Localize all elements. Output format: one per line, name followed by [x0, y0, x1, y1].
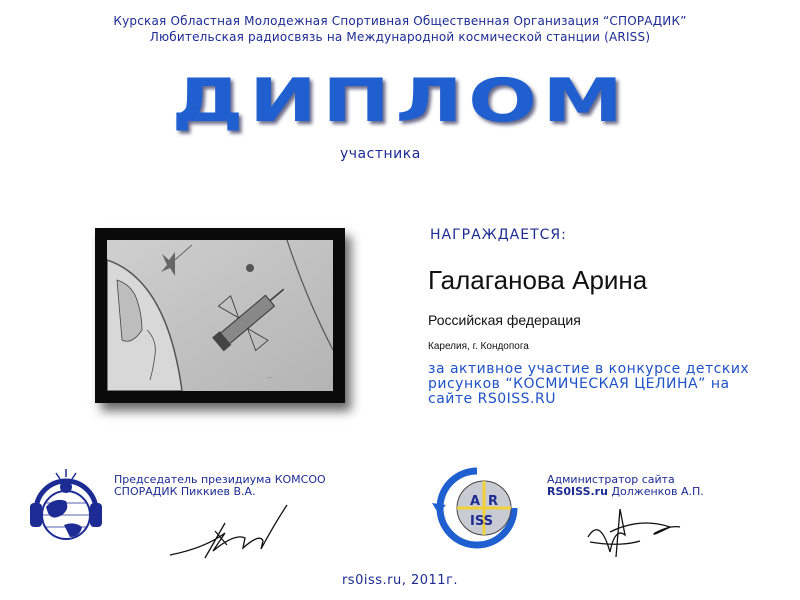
ariss-logo [432, 463, 522, 557]
recipient-name: Галаганова Арина [428, 265, 648, 295]
chairman-handwritten-signature [165, 493, 295, 567]
admin-handwritten-signature [580, 497, 690, 566]
footer-site-year: rs0iss.ru, 2011г. [341, 573, 459, 588]
admin-name: Долженков А.П. [611, 485, 704, 498]
diploma-title: ДИПЛОМ [171, 66, 629, 136]
organization-subtitle: Любительская радиосвязь на Международной космической станции (ARISS) [149, 30, 651, 44]
ariss-logo-iss: ISS [470, 514, 493, 529]
child-drawing [95, 228, 345, 403]
diploma-subtitle: участника [340, 146, 421, 162]
awarded-label: НАГРАЖДАЕТСЯ: [430, 227, 567, 243]
recipient-country: Российская федерация [428, 312, 581, 328]
recipient-city: Карелия, г. Кондопога [428, 341, 529, 352]
admin-signature-block [547, 474, 787, 498]
chairman-title: Председатель президиума КОМСОО [114, 473, 326, 486]
ariss-logo-r: R [488, 494, 499, 509]
organization-name: Курская Областная Молодежная Спортивная Общественная Организация “СПОРАДИК” [113, 14, 687, 28]
chairman-name: СПОРАДИК Пиккиев В.А. [114, 485, 256, 498]
sporadik-globe-logo [28, 463, 104, 557]
admin-site: RS0ISS.ru [547, 485, 608, 498]
space-drawing-image [107, 240, 333, 391]
award-reason: за активное участие в конкурсе детских рисунков “КОСМИЧЕСКАЯ ЦЕЛИНА” на сайте RS0ISS.RU [428, 361, 750, 407]
ariss-logo-a: A [470, 494, 481, 509]
admin-title: Администратор сайта [547, 473, 675, 486]
svg-text:…: … [267, 374, 272, 380]
